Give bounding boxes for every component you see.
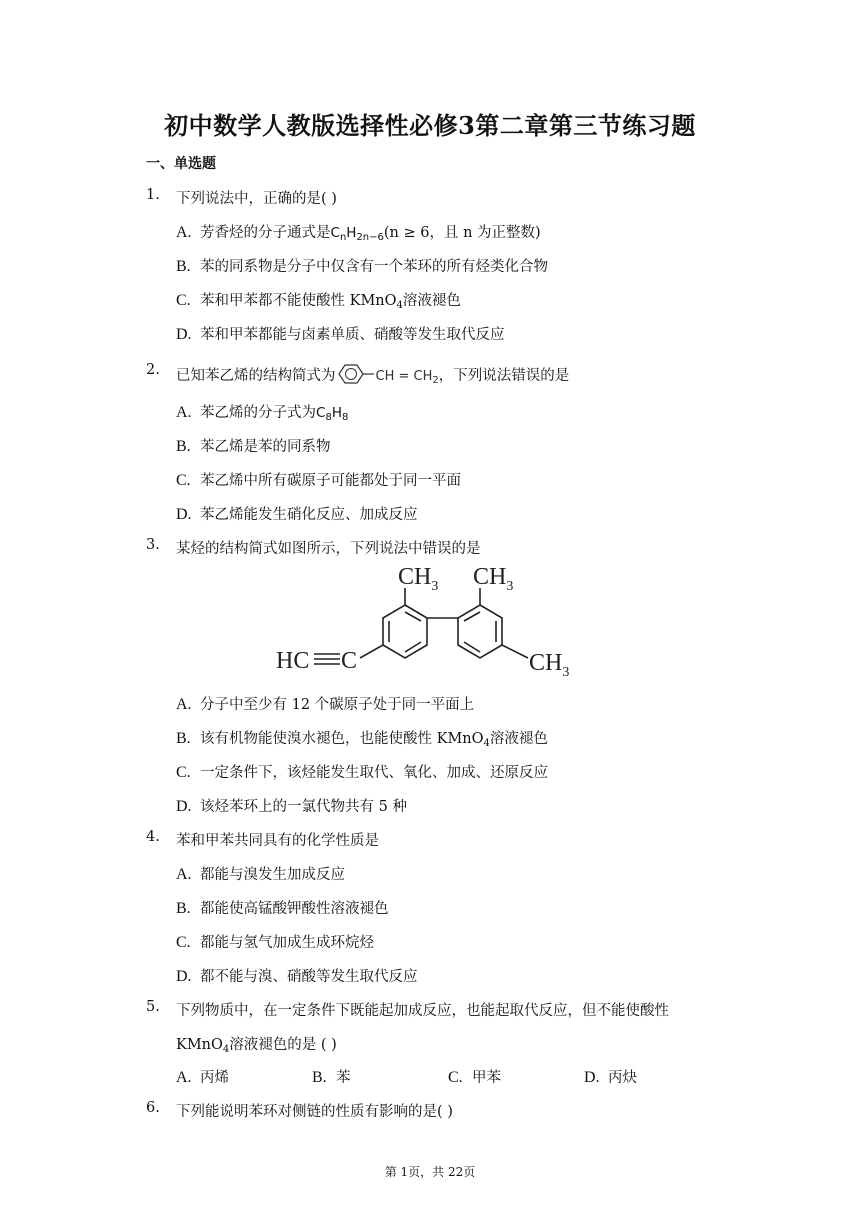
- option-text: 苯的同系物是分子中仅含有一个苯环的所有烃类化合物: [200, 259, 548, 275]
- q2-option-d[interactable]: [176, 503, 418, 524]
- question-number-3: 3.: [146, 537, 160, 553]
- option-text: 苯乙烯中所有碳原子可能都处于同一平面: [200, 473, 461, 489]
- option-letter: C.: [448, 1069, 463, 1086]
- question-number-2: 2.: [146, 362, 160, 378]
- styrene-structure: [336, 362, 376, 390]
- question-number-1: 1.: [146, 187, 160, 203]
- q4-option-b[interactable]: [176, 897, 389, 918]
- option-text: 都能使高锰酸钾酸性溶液褪色: [200, 901, 389, 917]
- option-letter: B.: [176, 730, 191, 747]
- q5-option-c[interactable]: [448, 1066, 501, 1087]
- q5-option-a[interactable]: [176, 1066, 229, 1087]
- option-letter: C.: [176, 934, 191, 951]
- option-letter: B.: [312, 1069, 327, 1086]
- option-text: 丙炔: [608, 1070, 637, 1086]
- option-letter: A.: [176, 404, 192, 421]
- option-letter: A.: [176, 224, 192, 241]
- option-text: 都能与溴发生加成反应: [200, 867, 345, 883]
- option-text: 苯乙烯能发生硝化反应、加成反应: [200, 507, 418, 523]
- question-number-5: 5.: [146, 999, 160, 1015]
- q3-option-c[interactable]: [176, 761, 548, 782]
- option-text: 苯: [336, 1070, 351, 1086]
- q3-option-d[interactable]: [176, 795, 407, 816]
- q1-option-b[interactable]: [176, 255, 548, 276]
- q5-option-b[interactable]: [312, 1066, 351, 1087]
- q1-option-c[interactable]: C. 苯和甲苯都不能使酸性 KMnO$_4$溶液褪色: [176, 292, 461, 311]
- methyl-label-3: $CH_3$: [529, 650, 570, 680]
- q3-option-a[interactable]: [176, 693, 474, 714]
- question-5-stem-line1: 下列物质中，在一定条件下既能起加成反应，也能起取代反应，但不能使酸性: [176, 1003, 669, 1019]
- methyl-label-1: $CH_3$: [398, 564, 439, 594]
- benzene-ring-icon: [336, 362, 376, 386]
- c-label: C: [341, 648, 358, 674]
- page-footer: 第 1页，共 22页: [384, 1165, 476, 1179]
- question-3-stem: 某烃的结构简式如图所示，下列说法中错误的是: [176, 541, 481, 557]
- option-text: 苯和甲苯都不能使酸性 KMnO: [200, 293, 397, 309]
- option-letter: C.: [176, 292, 191, 309]
- option-condition: (n ≥ 6，且 n 为正整数): [383, 225, 541, 241]
- q4-option-a[interactable]: [176, 863, 345, 884]
- option-text: 都不能与溴、硝酸等发生取代反应: [200, 969, 418, 985]
- option-letter: D.: [176, 798, 192, 815]
- section-heading: 一、单选题: [146, 156, 216, 172]
- option-letter: B.: [176, 900, 191, 917]
- question-4-stem: 苯和甲苯共同具有的化学性质是: [176, 833, 379, 849]
- option-letter: D.: [176, 968, 192, 985]
- option-text: 苯和甲苯都能与卤素单质、硝酸等发生取代反应: [200, 327, 505, 343]
- q5-option-d[interactable]: [584, 1066, 637, 1087]
- option-letter: A.: [176, 1069, 192, 1086]
- option-text: 芳香烃的分子通式是: [200, 225, 331, 241]
- option-letter: B.: [176, 438, 191, 455]
- q2-option-b[interactable]: [176, 435, 331, 456]
- question-number-6: 6.: [146, 1100, 160, 1116]
- q2-option-a[interactable]: [176, 401, 348, 422]
- option-text: 甲苯: [472, 1070, 501, 1086]
- q3-option-b[interactable]: B. 该有机物能使溴水褪色，也能使酸性 KMnO$_4$溶液褪色: [176, 730, 548, 749]
- option-text: 该烃苯环上的一氯代物共有 5 种: [200, 799, 407, 815]
- question-1-stem: 下列说法中，正确的是( ): [176, 191, 337, 207]
- option-letter: B.: [176, 258, 191, 275]
- option-letter: C.: [176, 764, 191, 781]
- option-letter: A.: [176, 696, 192, 713]
- option-letter: A.: [176, 866, 192, 883]
- question-6-stem: 下列能说明苯环对侧链的性质有影响的是( ): [176, 1104, 453, 1120]
- option-text: 苯乙烯是苯的同系物: [200, 439, 331, 455]
- formula: $C_nH_{2n-6}$: [330, 225, 384, 243]
- option-text: 一定条件下，该烃能发生取代、氧化、加成、还原反应: [200, 765, 548, 781]
- formula: $C_8H_8$: [316, 405, 349, 423]
- option-letter: D.: [176, 326, 192, 343]
- question-5-stem-line2: KMnO$_4$溶液褪色的是 ( ): [176, 1037, 337, 1055]
- q4-option-c[interactable]: [176, 931, 374, 952]
- page-title: 初中数学人教版选择性必修3第二章第三节练习题: [164, 111, 696, 140]
- option-letter: C.: [176, 472, 191, 489]
- q1-option-d[interactable]: [176, 323, 505, 344]
- option-letter: D.: [176, 506, 192, 523]
- question-number-4: 4.: [146, 829, 160, 845]
- option-text: 该有机物能使溴水褪色，也能使酸性 KMnO: [200, 731, 484, 747]
- option-letter: D.: [584, 1069, 600, 1086]
- hc-label: HC: [276, 648, 310, 674]
- option-text: 分子中至少有 12 个碳原子处于同一平面上: [200, 697, 475, 713]
- methyl-label-2: $CH_3$: [473, 564, 514, 594]
- hydrocarbon-structure-diagram: [270, 560, 590, 685]
- q1-option-a[interactable]: [176, 221, 541, 242]
- q4-option-d[interactable]: [176, 965, 418, 986]
- q2-option-c[interactable]: [176, 469, 461, 490]
- question-2-stem: 已知苯乙烯的结构简式为 CH = $CH_2$，下列说法错误的是: [176, 362, 569, 390]
- option-text: 丙烯: [200, 1070, 229, 1086]
- option-text: 都能与氢气加成生成环烷烃: [200, 935, 374, 951]
- option-text: 苯乙烯的分子式为: [200, 405, 316, 421]
